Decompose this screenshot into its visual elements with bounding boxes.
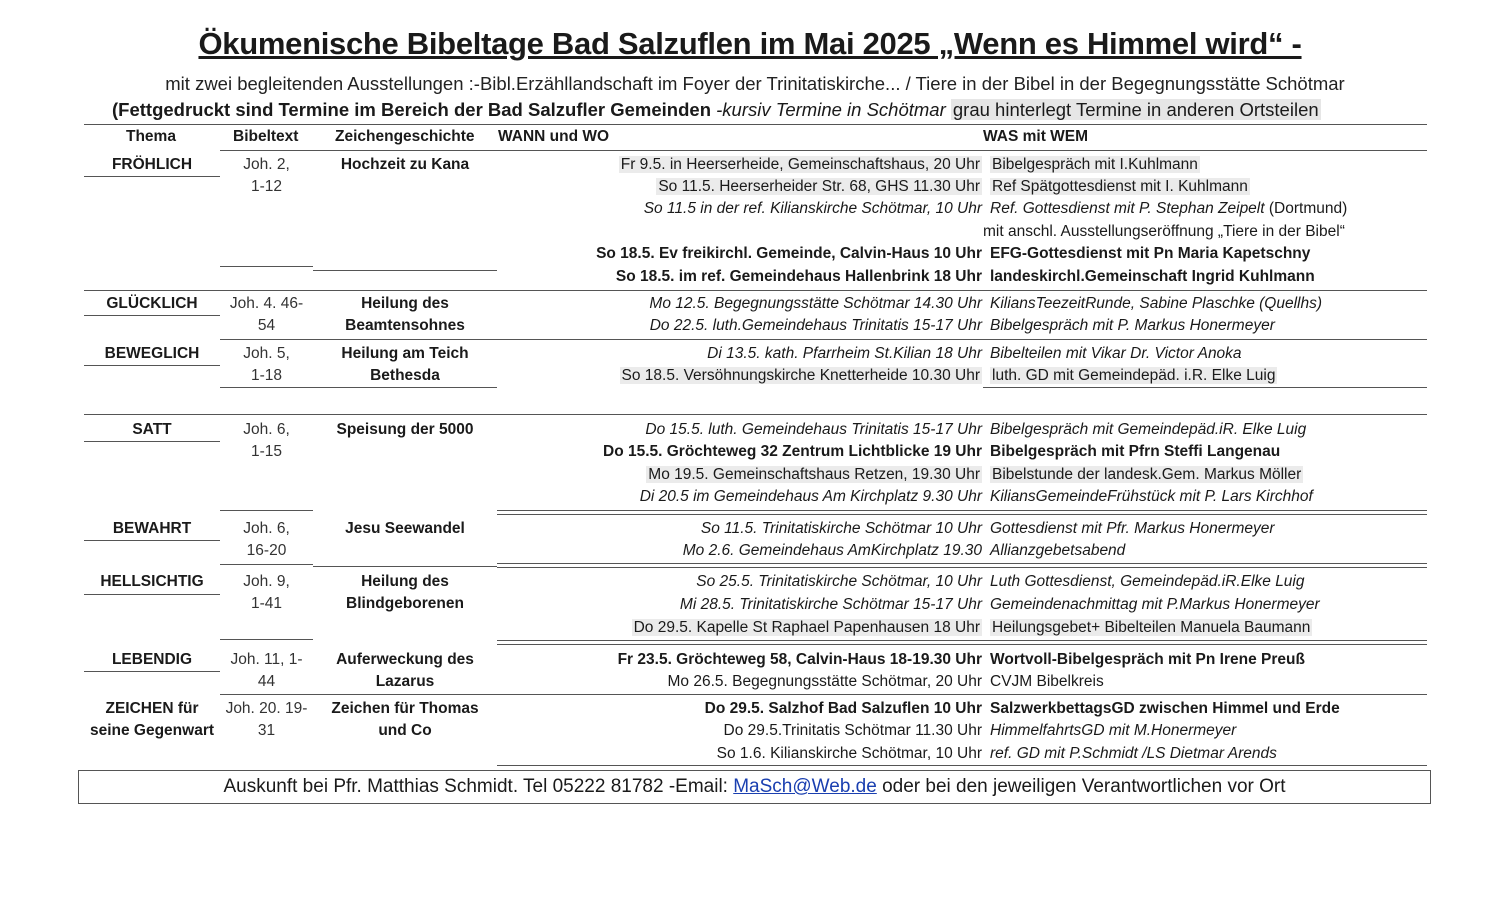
event-what: [990, 154, 1200, 176]
event-when-text: Do 15.5. luth. Gemeindehaus Trinitatis 15-17 Uhr: [645, 421, 982, 438]
table-rule: [84, 540, 220, 541]
event-when-text: Mo 2.6. Gemeindehaus AmKirchplatz 19.30: [682, 542, 982, 559]
table-rule: [983, 387, 1427, 388]
table-rule: [220, 564, 313, 565]
event-when-text: Mo 26.5. Begegnungsstätte Schötmar, 20 Uhr: [667, 673, 982, 690]
table-rule: [84, 290, 1427, 291]
event-what: [990, 486, 1313, 508]
event-what-text: Gemeindenachmittag mit P.Markus Honermeyer: [990, 596, 1320, 613]
table-rule: [220, 510, 313, 511]
event-what: [990, 518, 1275, 540]
event-when: [640, 486, 982, 508]
event-what-text: Allianzgebetsabend: [990, 542, 1126, 559]
event-when: [645, 419, 982, 441]
event-when-text: Do 15.5. Gröchteweg 32 Zentrum Lichtblicke 19 Uhr: [603, 443, 982, 460]
event-what: [990, 441, 1280, 463]
event-what: [990, 540, 1125, 562]
event-when-text: So 11.5. Trinitatiskirche Schötmar 10 Uhr: [700, 520, 982, 537]
sign-story: Speisung der 5000: [336, 421, 474, 438]
event-when: [707, 343, 982, 365]
theme-label: ZEICHEN für seine Gegenwart: [89, 700, 215, 739]
event-when-text: Do 29.5.Trinitatis Schötmar 11.30 Uhr: [723, 722, 982, 739]
event-what-extra: (Dortmund): [1264, 200, 1348, 217]
event-what: [990, 698, 1340, 720]
contact-box: [78, 770, 1431, 804]
theme-label: BEWAHRT: [112, 520, 192, 537]
col-header-when: WANN und WO: [498, 128, 610, 145]
table-rule: [220, 339, 313, 340]
event-what-text: EFG-Gottesdienst mit Pn Maria Kapetschny: [990, 245, 1311, 262]
event-when: [603, 441, 982, 463]
theme-label: LEBENDIG: [111, 651, 193, 668]
event-what-text: luth. GD mit Gemeindepäd. i.R. Elke Luig: [992, 367, 1276, 384]
table-rule: [220, 387, 313, 388]
event-when-text: Do 29.5. Salzhof Bad Salzuflen 10 Uhr: [704, 700, 982, 717]
event-what: [990, 293, 1322, 315]
table-rule: [220, 266, 313, 267]
event-when: [717, 743, 982, 765]
event-what: [983, 221, 1345, 243]
table-rule: [84, 594, 220, 595]
table-rule: [497, 640, 1427, 645]
event-when: [650, 315, 982, 337]
table-rule: [84, 176, 220, 177]
legend-grey: grau hinterlegt Termine in anderen Ortsteilen: [952, 99, 1319, 120]
sign-story: Zeichen für Thomas und Co: [331, 700, 479, 739]
table-rule: [313, 339, 497, 340]
bible-reference: Joh. 2, 1-12: [243, 156, 290, 195]
event-what-text: Heilungsgebet+ Bibelteilen Manuela Baumann: [992, 619, 1311, 636]
event-what-text: HimmelfahrtsGD mit M.Honermeyer: [990, 722, 1237, 739]
table-rule: [497, 563, 1427, 568]
event-what: [990, 649, 1305, 671]
bible-reference: Joh. 6, 16-20: [243, 520, 290, 559]
event-when: [724, 720, 982, 742]
event-when-text: So 18.5. im ref. Gemeindehaus Hallenbrink 18 Uhr: [615, 268, 982, 285]
event-when: [616, 266, 982, 288]
bible-reference: Joh. 5, 1-18: [243, 345, 290, 384]
table-rule: [84, 414, 1427, 415]
event-when: [683, 540, 982, 562]
event-when-text: Fr 9.5. in Heerserheide, Gemeinschaftshaus, 20 Uhr: [620, 156, 980, 173]
table-rule: [84, 315, 220, 316]
event-what-text: Bibelgespräch mit Pfrn Steffi Langenau: [990, 443, 1281, 460]
event-what: [990, 464, 1303, 486]
event-what-text: Luth Gottesdienst, Gemeindepäd.iR.Elke Luig: [990, 573, 1305, 590]
event-what: [990, 720, 1236, 742]
event-what: [990, 315, 1275, 337]
event-what-text: ref. GD mit P.Schmidt /LS Dietmar Arends: [990, 745, 1277, 762]
bible-reference: Joh. 9, 1-41: [243, 573, 290, 612]
event-when-text: Mo 12.5. Begegnungsstätte Schötmar 14.30 Uhr: [649, 295, 982, 312]
page-title: Ökumenische Bibeltage Bad Salzuflen im Mai 2025 „Wenn es Himmel wird“ -: [198, 26, 1302, 61]
bible-reference: Joh. 4. 46- 54: [229, 295, 304, 334]
event-what: [990, 198, 1347, 220]
event-what-text: Ref Spätgottesdienst mit I. Kuhlmann: [992, 178, 1248, 195]
sign-story: Heilung am Teich Bethesda: [341, 345, 469, 384]
event-what: [990, 365, 1277, 387]
sign-story: Heilung des Blindgeborenen: [346, 573, 464, 612]
table-top-rule: [84, 124, 1427, 125]
event-what: [990, 743, 1277, 765]
event-what-text: KiliansGemeindeFrühstück mit P. Lars Kirchhof: [990, 488, 1313, 505]
event-what-text: landeskirchl.Gemeinschaft Ingrid Kuhlmann: [990, 268, 1315, 285]
event-when-text: So 1.6. Kilianskirche Schötmar, 10 Uhr: [716, 745, 982, 762]
col-header-text: Bibeltext: [233, 128, 299, 145]
event-when-text: So 18.5. Versöhnungskirche Knetterheide 10.30 Uhr: [621, 367, 980, 384]
event-what: [990, 419, 1306, 441]
event-when: [620, 365, 982, 387]
theme-label: GLÜCKLICH: [106, 295, 198, 312]
col-header-what: WAS mit WEM: [983, 128, 1089, 145]
legend-bold: (Fettgedruckt sind Termine im Bereich der Bad Salzufler Gemeinden: [112, 99, 711, 120]
event-what-text: Bibelgespräch mit I.Kuhlmann: [992, 156, 1198, 173]
event-when: [668, 671, 983, 693]
event-when: [649, 293, 982, 315]
event-what: [990, 343, 1242, 365]
theme-label: HELLSICHTIG: [100, 573, 204, 590]
email-link[interactable]: MaSch@Web.de: [733, 776, 877, 797]
sign-story: Auferweckung des Lazarus: [336, 651, 474, 690]
event-when: [632, 617, 982, 639]
event-what-text: Bibelgespräch mit P. Markus Honermeyer: [990, 317, 1275, 334]
event-what: [990, 617, 1312, 639]
event-what-text: SalzwerkbettagsGD zwischen Himmel und Erde: [990, 700, 1340, 717]
sign-story: Heilung des Beamtensohnes: [345, 295, 465, 334]
event-when: [656, 176, 982, 198]
event-when-text: So 11.5. Heerserheider Str. 68, GHS 11.30 Uhr: [658, 178, 980, 195]
event-when-text: Mi 28.5. Trinitatiskirche Schötmar 15-17 Uhr: [679, 596, 982, 613]
event-when-text: Do 22.5. luth.Gemeindehaus Trinitatis 15-17 Uhr: [649, 317, 982, 334]
theme-label: FRÖHLICH: [111, 156, 193, 173]
event-when: [644, 198, 982, 220]
contact-text: Auskunft bei Pfr. Matthias Schmidt. Tel 05222 81782 -Email:: [223, 776, 734, 797]
event-when: [619, 154, 982, 176]
theme-label: SATT: [132, 421, 172, 438]
event-what-text: KiliansTeezeitRunde, Sabine Plaschke (Quellhs): [990, 295, 1323, 312]
event-what-text: Wortvoll-Bibelgespräch mit Pn Irene Preuß: [990, 651, 1305, 668]
event-what: [990, 243, 1310, 265]
col-header-theme: Thema: [126, 128, 176, 145]
event-what-text: Bibelteilen mit Vikar Dr. Victor Anoka: [990, 345, 1242, 362]
event-when: [696, 571, 982, 593]
event-when-text: So 18.5. Ev freikirchl. Gemeinde, Calvin-Haus 10 Uhr: [596, 245, 982, 262]
event-what: [990, 266, 1315, 288]
table-rule: [84, 671, 220, 672]
event-what-text: Gottesdienst mit Pfr. Markus Honermeyer: [990, 520, 1275, 537]
table-rule: [497, 339, 1427, 340]
sign-story: Hochzeit zu Kana: [340, 156, 470, 173]
event-when: [680, 594, 982, 616]
event-what: [990, 176, 1250, 198]
bible-reference: Joh. 6, 1-15: [243, 421, 290, 460]
header-rule: [220, 150, 1427, 151]
table-rule: [84, 365, 220, 366]
bible-reference: Joh. 20. 19- 31: [225, 700, 308, 739]
table-rule: [220, 639, 313, 640]
event-when: [646, 464, 982, 486]
event-when-text: Di 20.5 im Gemeindehaus Am Kirchplatz 9.30 Uhr: [639, 488, 982, 505]
event-when-text: So 25.5. Trinitatiskirche Schötmar, 10 Uhr: [696, 573, 982, 590]
table-rule: [313, 387, 497, 388]
event-when-text: Mo 19.5. Gemeinschaftshaus Retzen, 19.30 Uhr: [648, 466, 980, 483]
table-rule: [313, 566, 497, 567]
event-when: [701, 518, 982, 540]
table-rule: [497, 510, 1427, 515]
event-what-text: Bibelstunde der landesk.Gem. Markus Möller: [992, 466, 1302, 483]
table-rule: [497, 765, 1427, 766]
event-what-text: mit anschl. Ausstellungseröffnung „Tiere in der Bibel“: [983, 223, 1345, 240]
table-rule: [84, 441, 220, 442]
table-rule: [313, 270, 497, 271]
event-when-text: Do 29.5. Kapelle St Raphael Papenhausen 18 Uhr: [633, 619, 980, 636]
event-what: [990, 594, 1320, 616]
event-when: [596, 243, 982, 265]
sign-story: Jesu Seewandel: [345, 520, 465, 537]
event-what-text: Bibelgespräch mit Gemeindepäd.iR. Elke Luig: [990, 421, 1307, 438]
event-what: [990, 571, 1305, 593]
event-what-text: CVJM Bibelkreis: [990, 673, 1104, 690]
legend-line: [112, 99, 1321, 121]
subtitle: mit zwei begleitenden Ausstellungen :-Bibl.Erzähllandschaft im Foyer der Trinitatiskirche... / Tiere in der Bibel in der Begegnungsstätte Schötmar: [165, 73, 1345, 94]
bible-reference: Joh. 11, 1- 44: [230, 651, 303, 690]
legend-italic: -kursiv Termine in Schötmar: [711, 99, 946, 120]
col-header-story: Zeichengeschichte: [335, 128, 475, 145]
contact-suffix: oder bei den jeweiligen Verantwortlichen vor Ort: [876, 776, 1286, 797]
event-when: [618, 649, 982, 671]
event-when-text: So 11.5 in der ref. Kilianskirche Schötmar, 10 Uhr: [643, 200, 982, 217]
event-when-text: Fr 23.5. Gröchteweg 58, Calvin-Haus 18-19.30 Uhr: [617, 651, 982, 668]
table-rule: [220, 694, 1427, 695]
event-when: [705, 698, 982, 720]
event-when-text: Di 13.5. kath. Pfarrheim St.Kilian 18 Uhr: [707, 345, 982, 362]
theme-label: BEWEGLICH: [104, 345, 200, 362]
event-what: [990, 671, 1104, 693]
event-what-text: Ref. Gottesdienst mit P. Stephan Zeipelt: [990, 200, 1265, 217]
